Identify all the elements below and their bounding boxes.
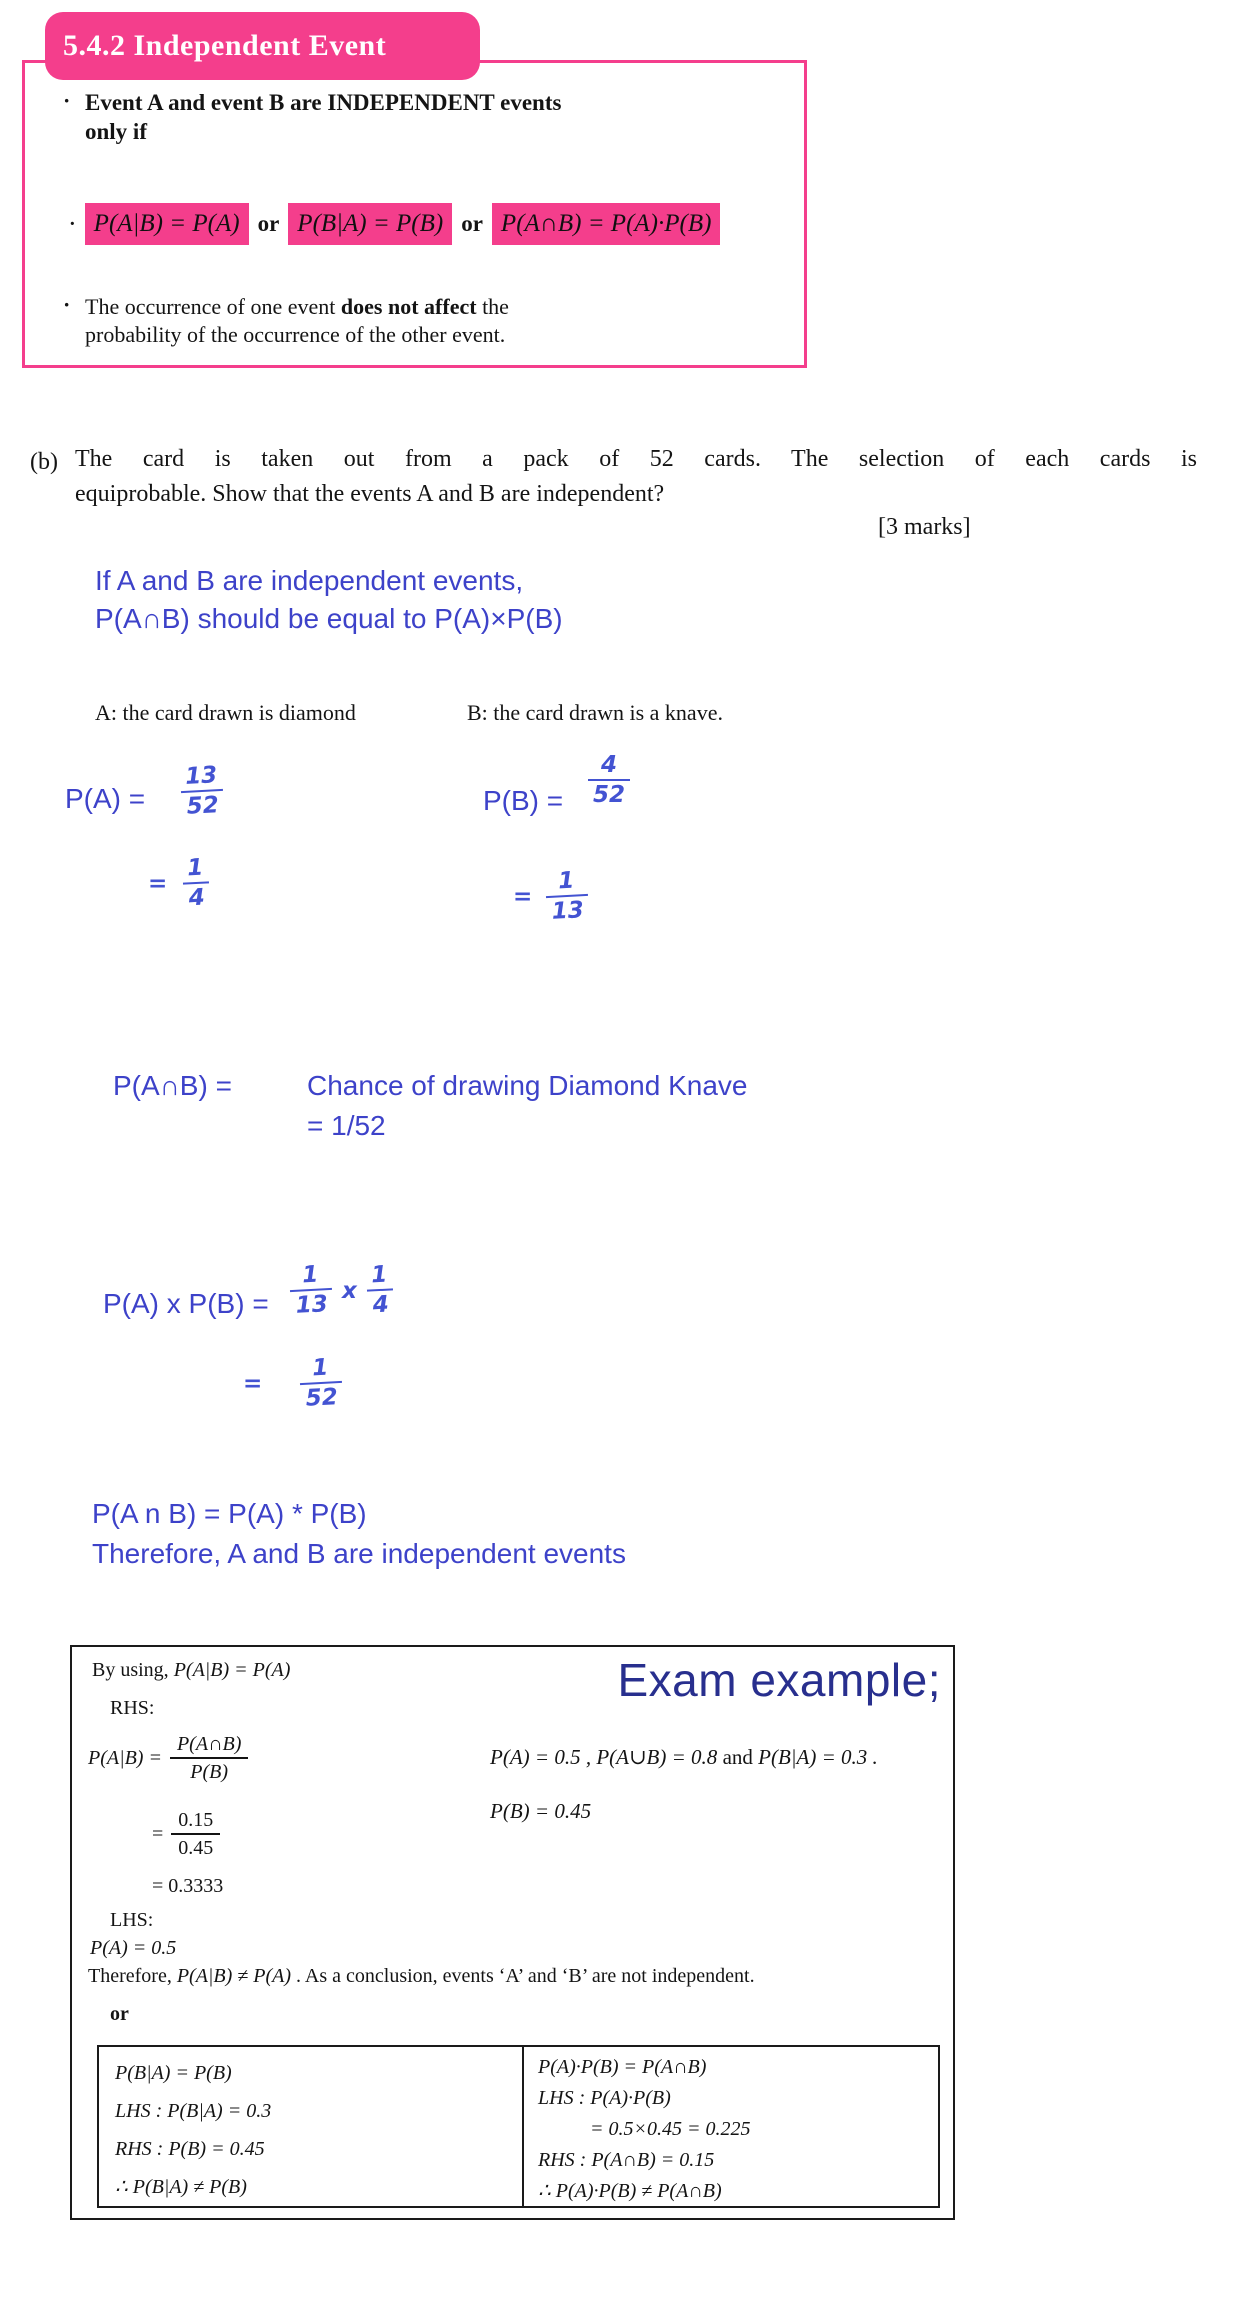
numerator: 0.15 bbox=[171, 1807, 220, 1835]
denominator: 52 bbox=[300, 1381, 344, 1413]
numerator: 1 bbox=[370, 1261, 388, 1289]
table-row: RHS : P(B) = 0.45 bbox=[115, 2138, 265, 2160]
denominator: 13 bbox=[290, 1288, 334, 1320]
given-values-line1 bbox=[490, 1745, 878, 1770]
formula-highlight-2: P(B|A) = P(B) bbox=[288, 203, 452, 245]
equals-sign: = bbox=[243, 1370, 263, 1397]
therefore-pre: Therefore, bbox=[88, 1965, 177, 1987]
table-row: = 0.5×0.45 = 0.225 bbox=[590, 2118, 751, 2140]
equals-sign: = bbox=[148, 870, 168, 897]
pa-numerator: 13 bbox=[184, 762, 218, 790]
comparison-table bbox=[97, 2045, 940, 2208]
bullet-3-bold: does not affect bbox=[340, 294, 477, 319]
papb-result-fraction bbox=[299, 1354, 344, 1413]
pab-line1: Chance of drawing Diamond Knave bbox=[307, 1070, 748, 1101]
given-math-1: P(A) = 0.5 , P(A∪B) = 0.8 bbox=[490, 1745, 718, 1769]
papb-result bbox=[243, 1355, 342, 1412]
by-using-text: By using, bbox=[92, 1659, 174, 1681]
or-label: or bbox=[110, 2003, 129, 2025]
rhs-result: = 0.3333 bbox=[152, 1875, 224, 1897]
papb-label: P(A) x P(B) = bbox=[103, 1288, 269, 1319]
formula-highlight-3: P(A∩B) = P(A)·P(B) bbox=[492, 203, 721, 245]
papb-product bbox=[290, 1262, 393, 1319]
rhs-label: RHS: bbox=[110, 1697, 155, 1719]
table-row: ∴ P(A)·P(B) ≠ P(A∩B) bbox=[538, 2180, 722, 2202]
bullet-icon: · bbox=[63, 88, 71, 113]
or-word-2: or bbox=[461, 211, 483, 236]
event-b-definition: B: the card drawn is a knave. bbox=[467, 700, 723, 725]
pb-fraction bbox=[588, 752, 630, 809]
marks-label: [3 marks] bbox=[878, 514, 971, 540]
pa-fraction bbox=[180, 762, 225, 821]
question-line-2: equiprobable. Show that the events A and B are independent? bbox=[75, 481, 665, 507]
papb-fraction-2 bbox=[365, 1261, 394, 1319]
pab-line2: = 1/52 bbox=[307, 1110, 386, 1141]
conditional-probability-fraction bbox=[88, 1731, 248, 1785]
denominator: 0.45 bbox=[178, 1837, 214, 1859]
exam-example-box bbox=[70, 1645, 955, 2220]
definition-bullet-1-line2: only if bbox=[85, 119, 147, 144]
conclusion-line1: P(A n B) = P(A) * P(B) bbox=[92, 1498, 367, 1529]
denominator: 4 bbox=[367, 1288, 395, 1319]
or-word-1: or bbox=[257, 211, 280, 236]
table-row: LHS : P(B|A) = 0.3 bbox=[115, 2100, 272, 2122]
definition-bullet-1-line1: Event A and event B are INDEPENDENT events bbox=[85, 90, 562, 115]
equals-sign: = bbox=[152, 1822, 164, 1845]
pb-simplified bbox=[513, 868, 588, 925]
table-row: RHS : P(A∩B) = 0.15 bbox=[538, 2149, 715, 2171]
by-using-line bbox=[92, 1659, 290, 1682]
solution-intro-line1: If A and B are independent events, bbox=[95, 565, 524, 596]
pab-label: P(A∩B) = bbox=[113, 1070, 232, 1101]
exam-example-title: Exam example; bbox=[617, 1654, 941, 1706]
times-sign: x bbox=[342, 1277, 357, 1304]
lhs-value: P(A) = 0.5 bbox=[90, 1937, 177, 1959]
section-header-pill bbox=[45, 12, 480, 80]
table-row: LHS : P(A)·P(B) bbox=[538, 2087, 671, 2109]
numeric-fraction bbox=[152, 1807, 220, 1861]
definition-bullet-1 bbox=[63, 88, 562, 146]
definition-box bbox=[22, 60, 807, 368]
numerator: 1 bbox=[186, 854, 205, 882]
given-and: and bbox=[722, 1745, 753, 1769]
therefore-line bbox=[88, 1965, 755, 1988]
solution-intro bbox=[95, 562, 563, 638]
pb-numerator: 4 bbox=[601, 752, 618, 778]
denominator: P(B) bbox=[190, 1761, 229, 1783]
pb-label: P(B) = bbox=[483, 785, 564, 816]
bullet-icon: · bbox=[63, 292, 71, 317]
denominator: 4 bbox=[183, 881, 211, 912]
numerator: P(A∩B) bbox=[170, 1731, 248, 1759]
definition-bullet-3 bbox=[63, 292, 509, 349]
conclusion-line2: Therefore, A and B are independent events bbox=[92, 1538, 626, 1569]
frac1 bbox=[170, 1731, 248, 1785]
given-values-line2: P(B) = 0.45 bbox=[490, 1799, 592, 1823]
pa-simplified bbox=[148, 855, 209, 912]
lhs-label: LHS: bbox=[110, 1909, 154, 1931]
pb-denominator: 52 bbox=[588, 779, 630, 809]
pa-label: P(A) = bbox=[65, 783, 146, 814]
numerator: 1 bbox=[311, 1354, 330, 1382]
table-right-column bbox=[524, 2047, 938, 2206]
solution-intro-line2: P(A∩B) should be equal to P(A)×P(B) bbox=[95, 603, 563, 634]
table-row: P(A)·P(B) = P(A∩B) bbox=[538, 2056, 707, 2078]
bullet-3-line2: probability of the occurrence of the other event. bbox=[85, 322, 506, 347]
table-row: P(B|A) = P(B) bbox=[115, 2062, 232, 2084]
conclusion bbox=[92, 1494, 626, 1574]
denominator: 13 bbox=[546, 894, 590, 926]
formula-highlight-1: P(A|B) = P(A) bbox=[85, 203, 249, 245]
by-using-formula: P(A|B) = P(A) bbox=[173, 1659, 291, 1681]
formula-row bbox=[69, 203, 720, 245]
table-row: ∴ P(B|A) ≠ P(B) bbox=[115, 2176, 247, 2198]
bullet-3-post: the bbox=[476, 294, 509, 319]
pa-denominator: 52 bbox=[181, 789, 225, 821]
table-left-column bbox=[99, 2047, 524, 2206]
papb-fraction-1 bbox=[289, 1261, 334, 1320]
pa-simplified-fraction bbox=[182, 854, 211, 912]
pab-text bbox=[307, 1066, 747, 1146]
question-line-1: The card is taken out from a pack of 52 cards. The selection of each cards is bbox=[75, 446, 1197, 472]
event-a-definition: A: the card drawn is diamond bbox=[95, 700, 356, 725]
section-title: 5.4.2 Independent Event bbox=[63, 29, 387, 62]
given-math-2: P(B|A) = 0.3 . bbox=[758, 1745, 878, 1769]
bullet-3-pre: The occurrence of one event bbox=[85, 294, 341, 319]
numerator: 1 bbox=[557, 867, 576, 895]
frac2 bbox=[171, 1807, 220, 1861]
bullet-icon: · bbox=[69, 212, 76, 235]
question-label: (b) bbox=[30, 449, 58, 475]
therefore-math: P(A|B) ≠ P(A) bbox=[176, 1965, 292, 1987]
therefore-post: . As a conclusion, events ‘A’ and ‘B’ are not independent. bbox=[296, 1965, 755, 1987]
equals-sign: = bbox=[513, 883, 533, 910]
pb-simplified-fraction bbox=[545, 867, 590, 926]
frac1-left: P(A|B) = bbox=[88, 1746, 162, 1769]
numerator: 1 bbox=[301, 1261, 319, 1289]
